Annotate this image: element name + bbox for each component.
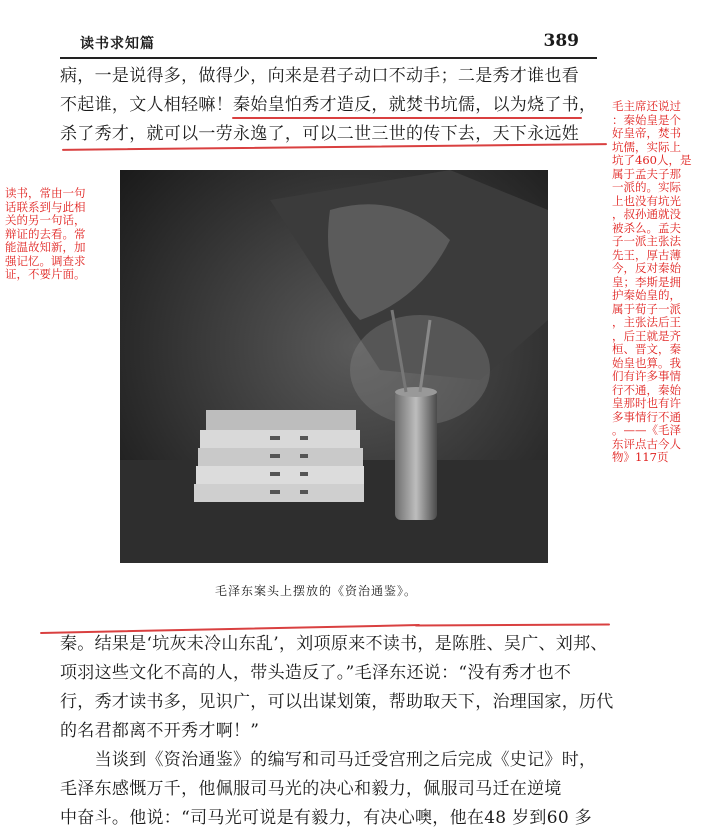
annotation-line: 一派的。实际 [612,180,681,194]
annotation-line: 属于荀子一派 [612,301,681,316]
annotation-line: 坑儒，实际上 [612,139,681,154]
body-line: 毛泽东感慨万千，他佩服司马光的决心和毅力，佩服司马迁在逆境 [60,779,562,799]
annotation-line: 多事情行不通 [612,409,681,424]
annotation-line: 物》117页 [612,450,669,464]
annotation-line: 皇那时也有许 [612,396,681,410]
book-photo [120,170,548,563]
left-annotation [5,187,86,282]
body-line: 秦。结果是‘坑灰未冷山东乱’，刘项原来不读书，是陈胜、吴广、刘邦、 [60,634,608,654]
annotation-line: 证，不要片面。 [5,267,86,281]
annotation-line: 。——《毛泽 [612,423,681,437]
page-number: 389 [543,31,579,51]
body-line: 项羽这些文化不高的人，带头造反了。”毛泽东还说：“没有秀才也不 [60,663,572,683]
annotation-line: 关的另一句话， [5,213,86,227]
body-line: 的名君都离不开秀才啊！” [60,721,260,741]
body-line: 杀了秀才，就可以一劳永逸了，可以二世三世的传下去，天下永远姓 [60,124,579,144]
highlight-stroke [232,117,582,119]
photo-caption: 毛泽东案头上摆放的《资治通鉴》。 [215,584,418,598]
annotation-line: 今，反对秦始 [612,261,681,275]
annotation-line: 皇；李斯是拥 [612,274,681,289]
annotation-line: ，叔孙通就没 [612,207,681,221]
annotation-line: 护秦始皇的， [612,288,681,302]
body-line: 中奋斗。他说：“司马光可说是有毅力，有决心噢，他在48 岁到60 多 [60,808,592,828]
body-line: 行，秀才读书多，见识广，可以出谋划策，帮助取天下，治理国家，历代 [60,692,614,712]
body-line: 当谈到《资治通鉴》的编写和司马迁受宫刑之后完成《史记》时， [60,750,597,770]
annotation-line: 读书，常由一句 [5,186,86,200]
annotation-line: 始皇也算。我 [612,355,681,370]
body-line: 不起谁，文人相轻嘛！秦始皇怕秀才造反，就焚书坑儒，以为烧了书， [60,95,597,115]
highlight-stroke [415,623,610,626]
annotation-line: 先王，厚古薄 [612,247,681,262]
book-photo-illustration [120,170,548,563]
running-title: 读书求知篇 [80,36,155,52]
annotation-line: 话联系到与此相 [5,199,86,214]
annotation-line: 被杀么。孟夫 [612,220,681,235]
annotation-line: 子一派主张法 [612,234,681,248]
annotation-line: 桓、晋文，秦 [612,342,681,356]
body-line: 病，一是说得多，做得少，向来是君子动口不动手；二是秀才谁也看 [60,66,579,86]
annotation-line: ：秦始皇是个 [612,112,681,127]
annotation-line: ，主张法后王 [612,315,681,329]
annotation-line: 们有许多事情 [612,369,681,383]
annotation-line: 好皇帝，焚书 [612,126,681,140]
right-annotation [612,100,691,465]
annotation-line: 辩证的去看。常 [5,226,86,241]
annotation-line: 毛主席还说过 [612,99,681,113]
annotation-line: 东评点古今人 [612,436,681,451]
annotation-line: 坑了460人，是 [612,153,692,167]
annotation-line: ，后王就是齐 [612,328,681,343]
annotation-line: 上也没有坑光 [612,193,681,208]
annotation-line: 能温故知新，加 [5,240,86,254]
annotation-line: 属于孟夫子那 [612,166,681,181]
page-header [60,31,597,59]
annotation-line: 行不通，秦始 [612,382,681,397]
annotation-line: 强记忆。调查求 [5,253,86,268]
